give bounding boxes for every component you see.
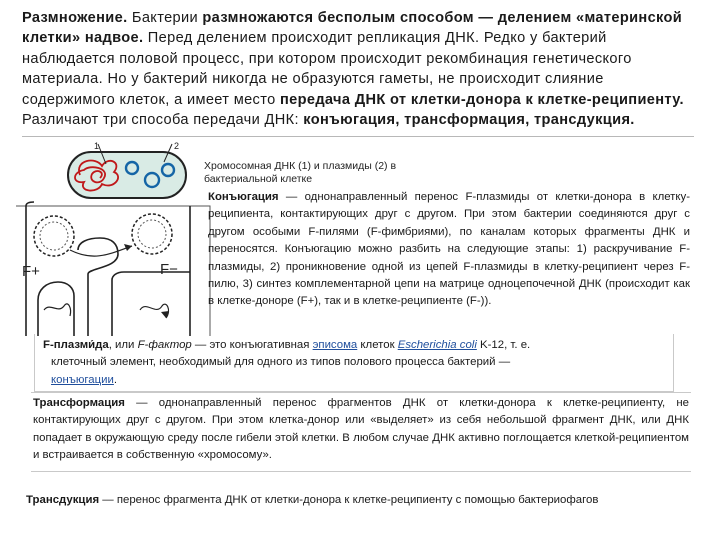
intro-bold-4: конъюгация, трансформация, трансдукция.: [303, 112, 635, 129]
figure-caption: Хромосомная ДНК (1) и плазмиды (2) в бактериальной клетке: [204, 160, 397, 185]
f-plasmid-line-3: [43, 372, 665, 389]
intro-bold-2: размножаются бесполым способом — делением «материнской клетки» надвое.: [22, 10, 683, 47]
f-plasmid-note: [34, 334, 674, 392]
f-plasmid-term: F-плазми́да: [43, 339, 109, 351]
intro-text-2: Перед делением происходит репликация ДНК. Редко у бактерий наблюдается половой процесс, при котором происходит рекомбинация генетического материала. Но у бактерий никогда не образуются гаметы, не происходит слияние содержимого клеток, а имеет место: [22, 30, 632, 108]
f-plasmid-text-5: .: [113, 373, 118, 386]
transformation-text: — однонаправленный перенос фрагментов ДНК от клетки-донора к клетке-реципиенту, не контактирующих друг с другом. При этом клетка-донор или «выделяет» из себя небольшой фрагмент ДНК, или ДНК попадает в окружающую среду после гибели этой клетки. В любом случае ДНК активно поглощается клеткой-реципиентом и встраивается в собственную «хромосому».: [33, 397, 689, 462]
intro-text-1: Бактерии: [127, 10, 203, 26]
label-chromosome-number: 1: [94, 141, 100, 151]
label-f-plus: F+: [22, 263, 40, 280]
transduction-term: Трансдукция: [26, 494, 100, 506]
f-plasmid-line-2: клеточный элемент, необходимый для одного из типов полового процесса бактерий —: [51, 356, 511, 369]
bacterial-cell-illustration: [68, 144, 186, 198]
conjugation-figure: [14, 141, 210, 336]
intro-paragraph: [22, 8, 694, 137]
f-plasmid-text-4: K-12, т. е.: [476, 339, 531, 351]
f-plasmid-text-2: — это конъюгативная: [191, 339, 313, 351]
f-plasmid-text-3: клеток: [357, 339, 398, 351]
intro-bold-1: Размножение.: [22, 10, 128, 26]
episome-link[interactable]: эписома: [312, 339, 358, 351]
conjugation-term: Конъюгация: [208, 191, 279, 203]
conjugation-text: — однонаправленный перенос F-плазмиды от клетки-донора в клетку-реципиента, контактирующих друг с другом. При этом бактерии соединяются друг с другом особыми F-пилями (F-фимбриями), по каналам которых фрагменты ДНК и переносятся. Конъюгацию можно разбить на следующие этапы: 1) раскручивание F-плазмиды, 2) проникновение одной из цепей F-плазмиды в клетку-реципиент через F-пилю, 3) синтез комплементарной цепи на матрице одноцепочечной ДНК (происходит как в клетке-доноре (F+), так и в клетке-реципиенте (F-)).: [208, 191, 690, 308]
conjugation-paragraph: [208, 189, 690, 311]
conjugation-link[interactable]: конъюгации: [51, 373, 114, 386]
conjugating-cells-illustration: [16, 202, 210, 336]
f-factor-term: F-фактор: [137, 339, 192, 351]
label-plasmid-number: 2: [174, 141, 180, 151]
transformation-term: Трансформация: [33, 397, 125, 409]
transduction-paragraph: [26, 492, 690, 509]
transduction-text: — перенос фрагмента ДНК от клетки-донора к клетке-реципиенту с помощью бактериофагов: [99, 494, 599, 506]
label-f-minus: F−: [160, 261, 178, 278]
intro-text-3: Различают три способа передачи ДНК:: [22, 112, 304, 129]
f-plasmid-line-1: [43, 339, 530, 351]
dna-transfer-arrow-icon: [70, 246, 132, 256]
transformation-paragraph: [31, 392, 691, 472]
intro-bold-3: передача ДНК от клетки-донора к клетке-реципиенту.: [279, 91, 684, 108]
escherichia-coli-link[interactable]: Escherichia coli: [397, 339, 477, 351]
f-plasmid-text-1: , или: [108, 339, 138, 351]
